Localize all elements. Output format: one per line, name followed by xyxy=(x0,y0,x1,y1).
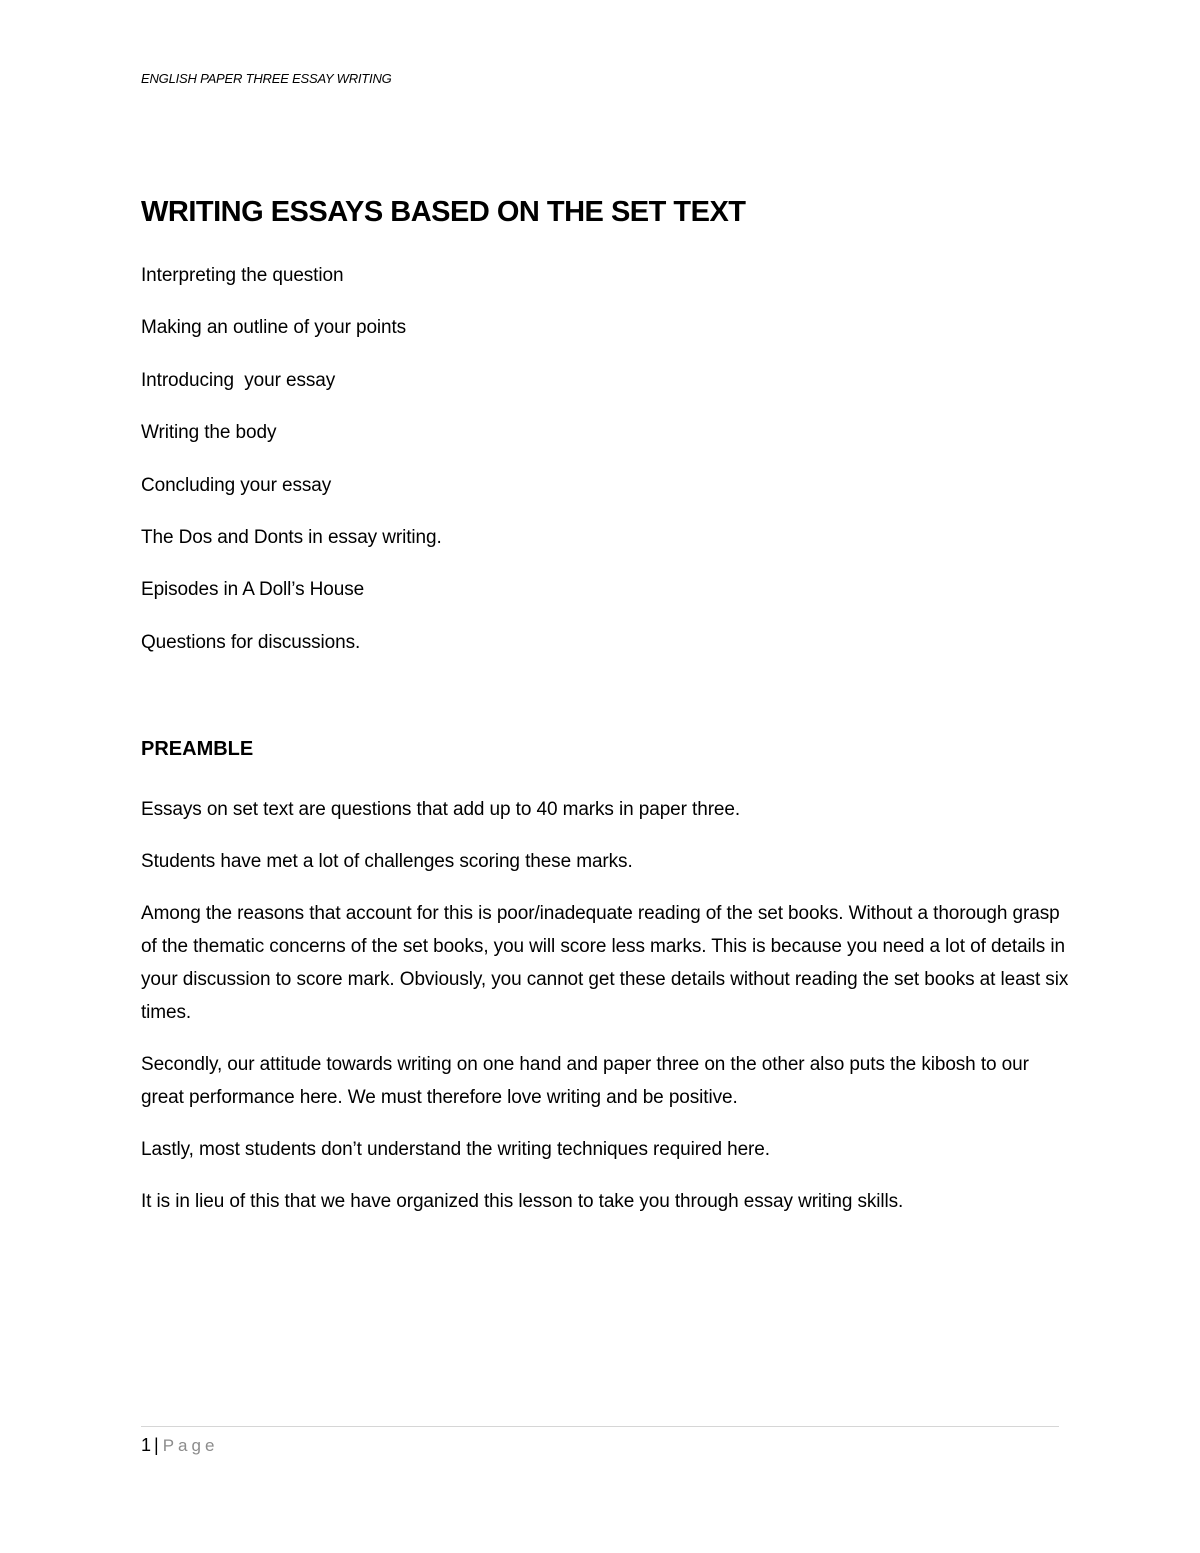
topic-item: Concluding your essay xyxy=(141,474,332,496)
footer-divider xyxy=(141,1426,1059,1427)
preamble-heading: PREAMBLE xyxy=(141,738,254,760)
page-number: 1 xyxy=(141,1435,152,1455)
preamble-body xyxy=(141,793,1071,1237)
topic-item: Writing the body xyxy=(141,422,277,444)
paragraph: Students have met a lot of challenges scoring these marks. xyxy=(141,851,633,872)
paragraph: Among the reasons that account for this is poor/inadequate reading of the set books. Without a thorough grasp of the thematic concerns of the set books, you will score less marks. This is because you need a lot of details in your discussion to score mark. Obviously, you cannot get these details without reading the set books at least six times. xyxy=(141,903,1069,1023)
topic-item: Questions for discussions. xyxy=(141,631,361,653)
topic-item: Episodes in A Doll’s House xyxy=(141,579,365,601)
paragraph: Essays on set text are questions that add up to 40 marks in paper three. xyxy=(141,799,741,820)
topic-item: Introducing your essay xyxy=(141,369,336,391)
topic-list xyxy=(141,262,442,681)
page-footer xyxy=(141,1432,218,1459)
paragraph: Secondly, our attitude towards writing on one hand and paper three on the other also puts the kibosh to our great performance here. We must therefore love writing and be positive. xyxy=(141,1054,1029,1108)
footer-separator: | xyxy=(154,1435,159,1455)
paragraph: It is in lieu of this that we have organized this lesson to take you through essay writing skills. xyxy=(141,1191,904,1212)
running-header: ENGLISH PAPER THREE ESSAY WRITING xyxy=(141,71,392,86)
page-label: Page xyxy=(162,1436,219,1455)
document-title: WRITING ESSAYS BASED ON THE SET TEXT xyxy=(141,196,746,228)
paragraph: Lastly, most students don’t understand the writing techniques required here. xyxy=(141,1139,770,1160)
topic-item: Interpreting the question xyxy=(141,265,344,286)
topic-item: The Dos and Donts in essay writing. xyxy=(141,526,442,548)
topic-item: Making an outline of your points xyxy=(141,317,407,339)
